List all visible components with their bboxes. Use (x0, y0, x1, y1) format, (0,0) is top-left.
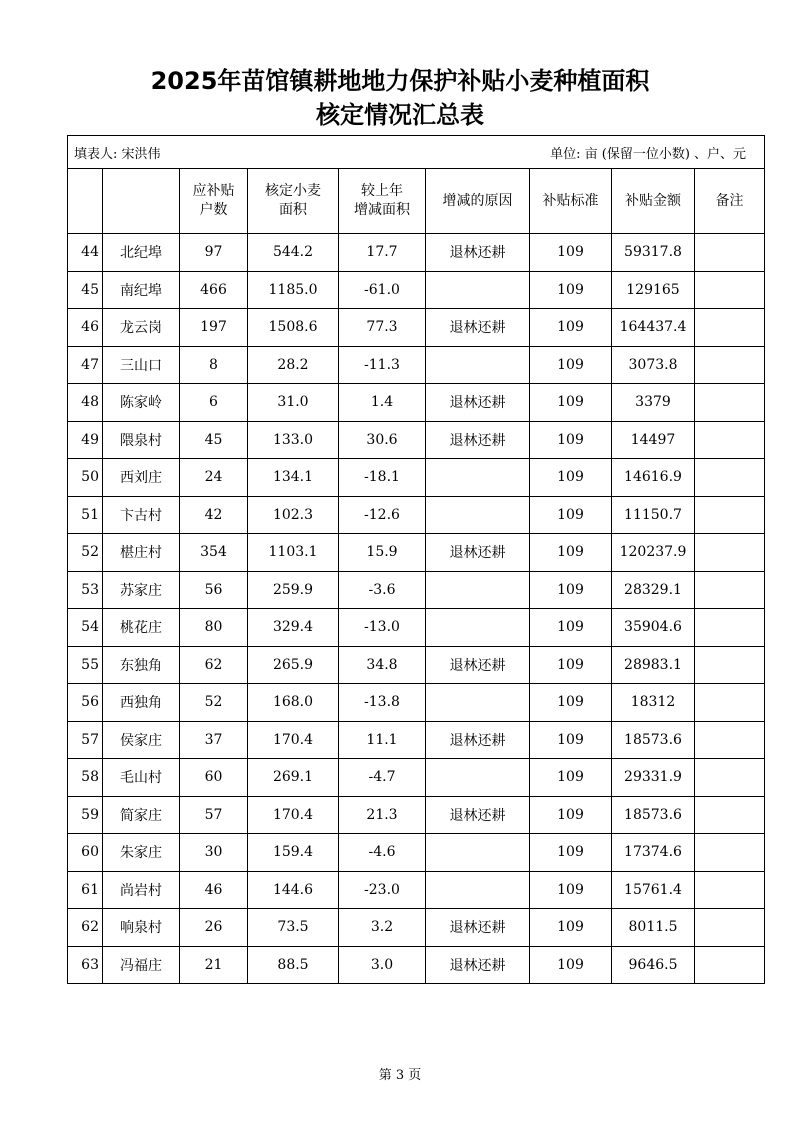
subsidy-amount-cell: 120237.9 (612, 534, 695, 572)
row-index-cell: 48 (68, 384, 103, 422)
subsidy-summary-table (67, 135, 765, 984)
wheat-area-cell: 168.0 (248, 684, 339, 722)
page-number: 第 3 页 (378, 1068, 422, 1083)
table-row (68, 346, 765, 384)
change-reason-cell: 退林还耕 (426, 946, 530, 984)
subsidy-standard-cell: 109 (530, 721, 612, 759)
row-index-cell: 51 (68, 496, 103, 534)
subsidy-standard-cell: 109 (530, 234, 612, 272)
households-cell: 37 (180, 721, 248, 759)
wheat-area-cell: 88.5 (248, 946, 339, 984)
wheat-area-cell: 1185.0 (248, 271, 339, 309)
wheat-area-cell: 170.4 (248, 721, 339, 759)
subsidy-standard-cell: 109 (530, 946, 612, 984)
row-index-cell: 61 (68, 871, 103, 909)
households-cell: 42 (180, 496, 248, 534)
subsidy-standard-cell: 109 (530, 534, 612, 572)
change-reason-cell: 退林还耕 (426, 309, 530, 347)
change-reason-cell: 退林还耕 (426, 646, 530, 684)
subsidy-amount-cell: 3379 (612, 384, 695, 422)
subsidy-standard-cell: 109 (530, 421, 612, 459)
change-reason-cell (426, 496, 530, 534)
subsidy-amount-cell: 59317.8 (612, 234, 695, 272)
wheat-area-cell: 1508.6 (248, 309, 339, 347)
change-reason-cell: 退林还耕 (426, 384, 530, 422)
change-reason-cell (426, 871, 530, 909)
table-row (68, 421, 765, 459)
change-reason-cell: 退林还耕 (426, 796, 530, 834)
area-change-cell: -18.1 (339, 459, 426, 497)
households-cell: 6 (180, 384, 248, 422)
area-change-cell: 1.4 (339, 384, 426, 422)
document-title: 2025年苗馆镇耕地地力保护补贴小麦种植面积 (150, 67, 650, 95)
households-cell: 30 (180, 834, 248, 872)
table-row (68, 909, 765, 947)
village-name-cell: 桃花庄 (103, 609, 180, 647)
households-cell: 56 (180, 571, 248, 609)
table-row (68, 834, 765, 872)
area-change-cell: 3.2 (339, 909, 426, 947)
change-reason-cell (426, 571, 530, 609)
subsidy-standard-cell: 109 (530, 796, 612, 834)
subsidy-amount-cell: 15761.4 (612, 871, 695, 909)
note-cell (695, 571, 765, 609)
subsidy-amount-cell: 18312 (612, 684, 695, 722)
subsidy-standard-cell: 109 (530, 384, 612, 422)
area-change-cell: -4.7 (339, 759, 426, 797)
area-change-cell: 34.8 (339, 646, 426, 684)
table-row (68, 496, 765, 534)
subsidy-standard-cell: 109 (530, 646, 612, 684)
row-index-cell: 44 (68, 234, 103, 272)
wheat-area-cell: 159.4 (248, 834, 339, 872)
subsidy-standard-cell: 109 (530, 271, 612, 309)
note-cell (695, 909, 765, 947)
table-row (68, 796, 765, 834)
note-cell (695, 384, 765, 422)
subsidy-standard-cell: 109 (530, 871, 612, 909)
note-cell (695, 234, 765, 272)
village-name-cell: 北纪埠 (103, 234, 180, 272)
document-subtitle: 核定情况汇总表 (316, 101, 484, 129)
households-cell: 52 (180, 684, 248, 722)
households-cell: 62 (180, 646, 248, 684)
village-name-cell: 南纪埠 (103, 271, 180, 309)
row-index-cell: 56 (68, 684, 103, 722)
preparer-label: 填表人: 宋洪伟 (74, 146, 161, 162)
note-cell (695, 684, 765, 722)
note-cell (695, 421, 765, 459)
area-change-cell: 21.3 (339, 796, 426, 834)
subsidy-standard-cell: 109 (530, 571, 612, 609)
area-change-cell: -3.6 (339, 571, 426, 609)
subsidy-standard-cell: 109 (530, 346, 612, 384)
households-cell: 24 (180, 459, 248, 497)
header-note: 备注 (695, 169, 765, 234)
wheat-area-cell: 144.6 (248, 871, 339, 909)
village-name-cell: 椹庄村 (103, 534, 180, 572)
header-amount: 补贴金额 (612, 169, 695, 234)
header-village (103, 169, 180, 234)
area-change-cell: 17.7 (339, 234, 426, 272)
area-change-cell: 30.6 (339, 421, 426, 459)
area-change-cell: -4.6 (339, 834, 426, 872)
households-cell: 466 (180, 271, 248, 309)
unit-label: 单位: 亩 (保留一位小数) 、户、元 (550, 146, 747, 162)
wheat-area-cell: 134.1 (248, 459, 339, 497)
change-reason-cell (426, 834, 530, 872)
note-cell (695, 271, 765, 309)
table-meta-cell (68, 136, 765, 169)
wheat-area-cell: 269.1 (248, 759, 339, 797)
village-name-cell: 苏家庄 (103, 571, 180, 609)
area-change-cell: 11.1 (339, 721, 426, 759)
village-name-cell: 卞古村 (103, 496, 180, 534)
note-cell (695, 534, 765, 572)
households-cell: 26 (180, 909, 248, 947)
note-cell (695, 609, 765, 647)
village-name-cell: 冯福庄 (103, 946, 180, 984)
table-row (68, 459, 765, 497)
subsidy-amount-cell: 14497 (612, 421, 695, 459)
table-row (68, 759, 765, 797)
table-header-row (68, 169, 765, 234)
village-name-cell: 东独角 (103, 646, 180, 684)
note-cell (695, 946, 765, 984)
note-cell (695, 796, 765, 834)
households-cell: 60 (180, 759, 248, 797)
row-index-cell: 50 (68, 459, 103, 497)
village-name-cell: 西刘庄 (103, 459, 180, 497)
change-reason-cell (426, 346, 530, 384)
row-index-cell: 46 (68, 309, 103, 347)
wheat-area-cell: 133.0 (248, 421, 339, 459)
table-row (68, 384, 765, 422)
change-reason-cell: 退林还耕 (426, 234, 530, 272)
wheat-area-cell: 265.9 (248, 646, 339, 684)
subsidy-standard-cell: 109 (530, 909, 612, 947)
area-change-cell: 15.9 (339, 534, 426, 572)
households-cell: 354 (180, 534, 248, 572)
village-name-cell: 陈家岭 (103, 384, 180, 422)
subsidy-amount-cell: 3073.8 (612, 346, 695, 384)
area-change-cell: 3.0 (339, 946, 426, 984)
row-index-cell: 59 (68, 796, 103, 834)
note-cell (695, 871, 765, 909)
change-reason-cell: 退林还耕 (426, 909, 530, 947)
subsidy-amount-cell: 18573.6 (612, 721, 695, 759)
wheat-area-cell: 259.9 (248, 571, 339, 609)
subsidy-standard-cell: 109 (530, 609, 612, 647)
note-cell (695, 721, 765, 759)
subsidy-standard-cell: 109 (530, 684, 612, 722)
table-row (68, 534, 765, 572)
households-cell: 46 (180, 871, 248, 909)
households-cell: 80 (180, 609, 248, 647)
table-row (68, 684, 765, 722)
subsidy-amount-cell: 28329.1 (612, 571, 695, 609)
subsidy-amount-cell: 9646.5 (612, 946, 695, 984)
wheat-area-cell: 28.2 (248, 346, 339, 384)
row-index-cell: 62 (68, 909, 103, 947)
note-cell (695, 646, 765, 684)
row-index-cell: 54 (68, 609, 103, 647)
village-name-cell: 毛山村 (103, 759, 180, 797)
table-row (68, 946, 765, 984)
wheat-area-cell: 102.3 (248, 496, 339, 534)
note-cell (695, 459, 765, 497)
header-change: 较上年 增减面积 (339, 169, 426, 234)
subsidy-standard-cell: 109 (530, 759, 612, 797)
note-cell (695, 309, 765, 347)
change-reason-cell: 退林还耕 (426, 534, 530, 572)
subsidy-amount-cell: 8011.5 (612, 909, 695, 947)
subsidy-amount-cell: 11150.7 (612, 496, 695, 534)
row-index-cell: 45 (68, 271, 103, 309)
subsidy-standard-cell: 109 (530, 834, 612, 872)
area-change-cell: 77.3 (339, 309, 426, 347)
header-area: 核定小麦 面积 (248, 169, 339, 234)
table-meta-row (68, 136, 765, 169)
table-row (68, 271, 765, 309)
area-change-cell: -23.0 (339, 871, 426, 909)
wheat-area-cell: 544.2 (248, 234, 339, 272)
table-row (68, 609, 765, 647)
row-index-cell: 63 (68, 946, 103, 984)
subsidy-amount-cell: 129165 (612, 271, 695, 309)
area-change-cell: -61.0 (339, 271, 426, 309)
households-cell: 8 (180, 346, 248, 384)
row-index-cell: 47 (68, 346, 103, 384)
note-cell (695, 496, 765, 534)
subsidy-amount-cell: 14616.9 (612, 459, 695, 497)
change-reason-cell (426, 271, 530, 309)
change-reason-cell (426, 684, 530, 722)
households-cell: 97 (180, 234, 248, 272)
change-reason-cell (426, 459, 530, 497)
header-index (68, 169, 103, 234)
row-index-cell: 57 (68, 721, 103, 759)
wheat-area-cell: 329.4 (248, 609, 339, 647)
table-row (68, 871, 765, 909)
row-index-cell: 55 (68, 646, 103, 684)
change-reason-cell (426, 759, 530, 797)
area-change-cell: -13.8 (339, 684, 426, 722)
households-cell: 21 (180, 946, 248, 984)
area-change-cell: -12.6 (339, 496, 426, 534)
subsidy-standard-cell: 109 (530, 459, 612, 497)
village-name-cell: 响泉村 (103, 909, 180, 947)
table-row (68, 646, 765, 684)
table-row (68, 309, 765, 347)
note-cell (695, 759, 765, 797)
change-reason-cell (426, 609, 530, 647)
subsidy-amount-cell: 29331.9 (612, 759, 695, 797)
subsidy-amount-cell: 18573.6 (612, 796, 695, 834)
households-cell: 197 (180, 309, 248, 347)
area-change-cell: -13.0 (339, 609, 426, 647)
subsidy-amount-cell: 164437.4 (612, 309, 695, 347)
subsidy-standard-cell: 109 (530, 496, 612, 534)
row-index-cell: 53 (68, 571, 103, 609)
header-households: 应补贴 户数 (180, 169, 248, 234)
village-name-cell: 西独角 (103, 684, 180, 722)
village-name-cell: 尚岩村 (103, 871, 180, 909)
village-name-cell: 朱家庄 (103, 834, 180, 872)
wheat-area-cell: 170.4 (248, 796, 339, 834)
subsidy-standard-cell: 109 (530, 309, 612, 347)
households-cell: 45 (180, 421, 248, 459)
subsidy-amount-cell: 35904.6 (612, 609, 695, 647)
row-index-cell: 49 (68, 421, 103, 459)
households-cell: 57 (180, 796, 248, 834)
header-standard: 补贴标准 (530, 169, 612, 234)
table-row (68, 571, 765, 609)
subsidy-amount-cell: 28983.1 (612, 646, 695, 684)
note-cell (695, 834, 765, 872)
row-index-cell: 58 (68, 759, 103, 797)
table-row (68, 234, 765, 272)
header-reason: 增减的原因 (426, 169, 530, 234)
note-cell (695, 346, 765, 384)
change-reason-cell: 退林还耕 (426, 421, 530, 459)
wheat-area-cell: 73.5 (248, 909, 339, 947)
village-name-cell: 三山口 (103, 346, 180, 384)
village-name-cell: 龙云岗 (103, 309, 180, 347)
wheat-area-cell: 31.0 (248, 384, 339, 422)
subsidy-amount-cell: 17374.6 (612, 834, 695, 872)
area-change-cell: -11.3 (339, 346, 426, 384)
village-name-cell: 侯家庄 (103, 721, 180, 759)
village-name-cell: 简家庄 (103, 796, 180, 834)
village-name-cell: 隈泉村 (103, 421, 180, 459)
row-index-cell: 52 (68, 534, 103, 572)
change-reason-cell: 退林还耕 (426, 721, 530, 759)
row-index-cell: 60 (68, 834, 103, 872)
table-row (68, 721, 765, 759)
wheat-area-cell: 1103.1 (248, 534, 339, 572)
